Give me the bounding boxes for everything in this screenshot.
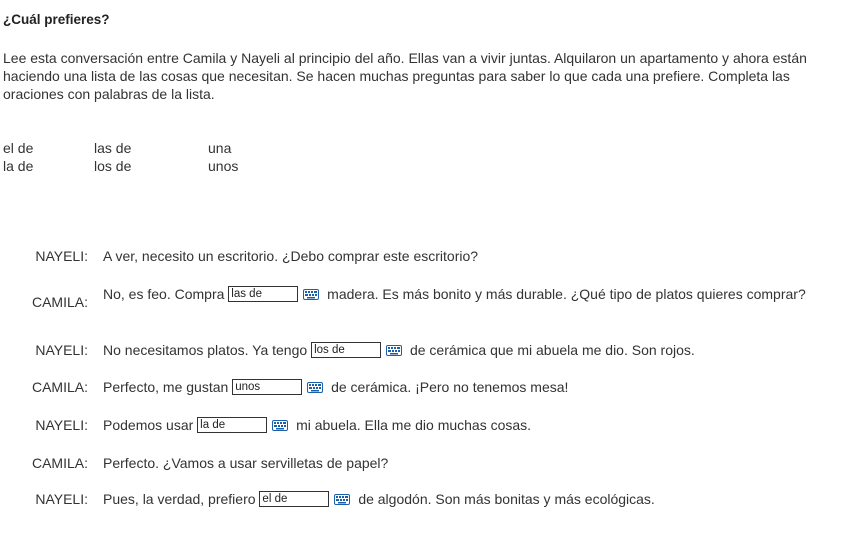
keyboard-icon[interactable] <box>386 345 402 356</box>
line-text-after: de algodón. Son más bonitas y más ecológicas. <box>358 491 655 507</box>
speaker-label: NAYELI: <box>35 417 88 433</box>
dialogue-line <box>103 416 823 434</box>
keyboard-icon[interactable] <box>303 289 319 300</box>
instructions-text: Lee esta conversación entre Camila y Nayeli al principio del año. Ellas van a vivir juntas. Alquilaron un apartamento y ahora están haciendo una lista de las cosas que necesitan. Se hacen muchas preguntas para saber lo que cada una prefiere. Completa las oraciones con palabras de la lista. <box>3 50 807 102</box>
line-text-after: de cerámica que mi abuela me dio. Son rojos. <box>409 342 695 358</box>
speaker-label: NAYELI: <box>35 491 88 507</box>
answer-blank[interactable]: unos <box>232 379 302 395</box>
line-text-before: Podemos usar <box>103 417 194 433</box>
dialogue-line <box>103 378 823 396</box>
line-text-after: mi abuela. Ella me dio muchas cosas. <box>296 417 532 433</box>
keyboard-icon[interactable] <box>272 420 288 431</box>
dialogue-line <box>103 341 823 359</box>
keyboard-icon[interactable] <box>334 494 350 505</box>
dialogue-line: A ver, necesito un escritorio. ¿Debo comprar este escritorio? <box>103 248 479 264</box>
dialogue-line: Perfecto. ¿Vamos a usar servilletas de papel? <box>103 455 389 471</box>
answer-blank[interactable]: la de <box>197 417 267 433</box>
word-bank-item: la de <box>3 158 34 174</box>
word-bank-item: unos <box>208 158 239 174</box>
answer-blank[interactable]: los de <box>311 342 381 358</box>
word-bank-item: las de <box>94 140 132 156</box>
line-text-after: madera. Es más bonito y más durable. ¿Qué tipo de platos quieres comprar? <box>327 286 806 302</box>
page-title: ¿Cuál prefieres? <box>3 12 110 27</box>
line-text-before: No, es feo. Compra <box>103 286 225 302</box>
dialogue-line <box>103 490 823 508</box>
answer-blank[interactable]: las de <box>228 286 298 302</box>
keyboard-icon[interactable] <box>307 382 323 393</box>
speaker-label: CAMILA: <box>31 455 88 471</box>
line-text-after: de cerámica. ¡Pero no tenemos mesa! <box>331 379 569 395</box>
speaker-label: CAMILA: <box>31 294 88 310</box>
line-text-before: Pues, la verdad, prefiero <box>103 491 256 507</box>
line-text-before: Perfecto, me gustan <box>103 379 229 395</box>
word-bank-item: los de <box>94 158 132 174</box>
speaker-label: NAYELI: <box>35 248 88 264</box>
line-text-before: No necesitamos platos. Ya tengo <box>103 342 308 358</box>
word-bank-item: una <box>208 140 232 156</box>
word-bank-item: el de <box>3 140 34 156</box>
dialogue-line <box>103 285 823 303</box>
speaker-label: NAYELI: <box>35 342 88 358</box>
answer-blank[interactable]: el de <box>259 491 329 507</box>
speaker-label: CAMILA: <box>31 379 88 395</box>
